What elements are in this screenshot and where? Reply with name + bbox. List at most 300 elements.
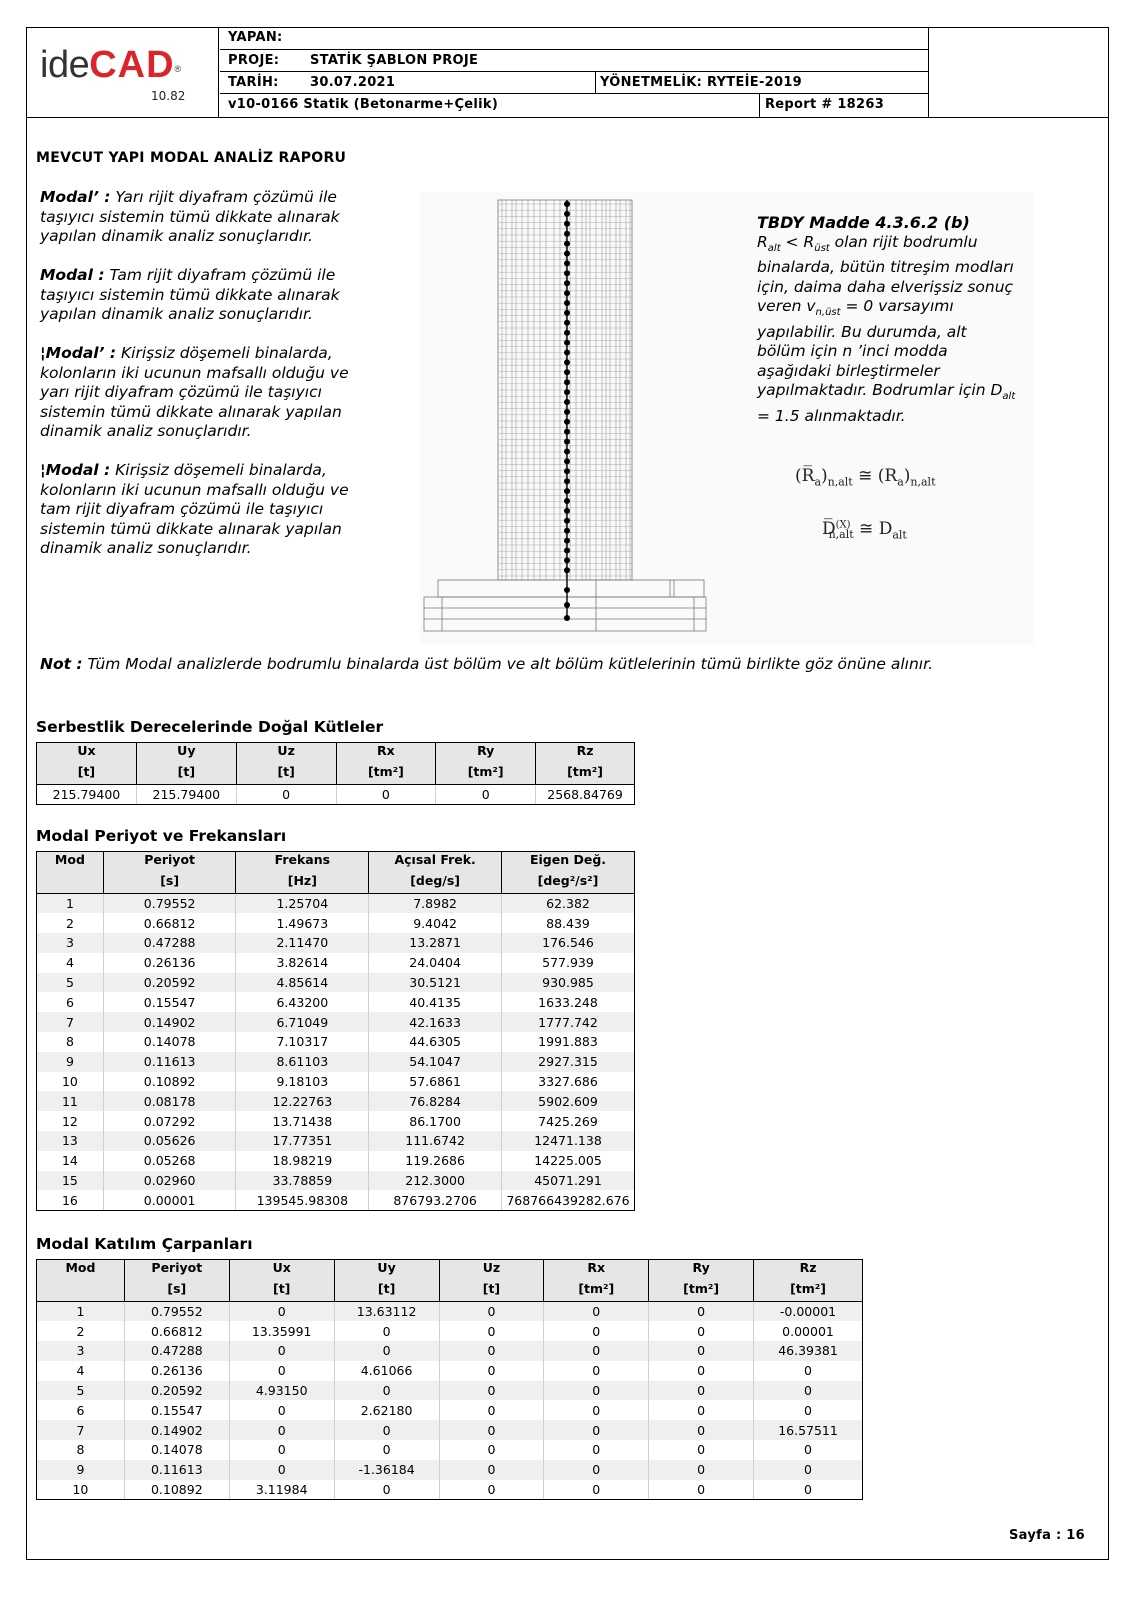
clause-text: = 1.5 alınmaktadır. xyxy=(757,406,906,425)
table-cell: 3 xyxy=(37,933,104,953)
table-row xyxy=(37,1381,863,1401)
floor-mass-point xyxy=(564,567,570,573)
column-header: Ry xyxy=(436,743,536,764)
participation-title: Modal Katılım Çarpanları xyxy=(36,1235,253,1253)
table-cell: 0.15547 xyxy=(124,1400,229,1420)
table-row xyxy=(37,1480,863,1500)
table-cell: 13 xyxy=(37,1131,104,1151)
floor-mass-point xyxy=(564,379,570,385)
table-cell: 33.78859 xyxy=(236,1171,369,1191)
table-row xyxy=(37,1052,635,1072)
table-cell: 0.05268 xyxy=(103,1151,236,1171)
table-row xyxy=(37,933,635,953)
table-cell: 0 xyxy=(649,1341,754,1361)
floor-mass-point xyxy=(564,458,570,464)
column-header: Rx xyxy=(336,743,436,764)
table-cell: 0 xyxy=(544,1460,649,1480)
table-cell: 0.15547 xyxy=(103,992,236,1012)
column-header: Rz xyxy=(754,1260,863,1281)
table-row xyxy=(37,894,635,914)
logo-cad-text: CAD xyxy=(89,44,175,86)
table-cell: 0 xyxy=(229,1440,334,1460)
floor-mass-point xyxy=(564,439,570,445)
table-cell: 0 xyxy=(334,1440,439,1460)
table-cell: 0 xyxy=(754,1361,863,1381)
logo-cell xyxy=(26,27,219,117)
table-cell: 0.47288 xyxy=(103,933,236,953)
table-cell: 0 xyxy=(439,1460,544,1480)
column-unit: [tm²] xyxy=(649,1281,754,1302)
table-cell: 14 xyxy=(37,1151,104,1171)
table-cell: 0 xyxy=(229,1341,334,1361)
table-row xyxy=(37,1131,635,1151)
table-cell: 0.14902 xyxy=(124,1420,229,1440)
table-cell: 0 xyxy=(436,785,536,805)
table-cell: 5902.609 xyxy=(502,1091,635,1111)
floor-mass-point xyxy=(564,548,570,554)
table-row xyxy=(37,1460,863,1480)
table-cell: 88.439 xyxy=(502,913,635,933)
floor-mass-point xyxy=(564,330,570,336)
table-cell: 15 xyxy=(37,1171,104,1191)
table-cell: 0 xyxy=(544,1440,649,1460)
tarih-value: 30.07.2021 xyxy=(310,75,396,90)
floor-mass-point xyxy=(564,251,570,257)
table-cell: 4 xyxy=(37,953,104,973)
formula-part: D̅ xyxy=(822,519,836,539)
symbol-r: R xyxy=(803,232,815,251)
column-header: Uz xyxy=(439,1260,544,1281)
tarih-row xyxy=(220,72,928,94)
subscript: üst xyxy=(814,242,830,254)
table-cell: 0.00001 xyxy=(103,1190,236,1210)
table-cell: 0 xyxy=(544,1381,649,1401)
note-text: Tam rijit diyafram çözümü ile taşıyıcı sistemin tümü dikkate alınarak yapılan dinamik analiz sonuçlarıdır. xyxy=(40,266,340,323)
formula-sub: n,alt xyxy=(910,475,936,489)
column-unit: [tm²] xyxy=(336,764,436,785)
basement-outline xyxy=(424,597,706,631)
table-row xyxy=(37,785,635,805)
note-label: Not : xyxy=(40,655,83,673)
table-cell: 0 xyxy=(439,1420,544,1440)
yonetmelik-value: YÖNETMELİK: RYTEİE-2019 xyxy=(600,75,803,90)
note-label: Modal : xyxy=(40,266,105,284)
column-header: Mod xyxy=(37,852,104,873)
column-unit: [deg/s] xyxy=(369,873,502,894)
periods-title: Modal Periyot ve Frekansları xyxy=(36,827,287,845)
table-cell: 13.63112 xyxy=(334,1302,439,1322)
floor-mass-point xyxy=(564,518,570,524)
general-note xyxy=(40,655,933,673)
table-cell: 0 xyxy=(544,1400,649,1420)
table-row xyxy=(37,1151,635,1171)
column-unit: [t] xyxy=(37,764,137,785)
column-unit: [t] xyxy=(229,1281,334,1302)
table-cell: 0 xyxy=(334,1420,439,1440)
header-info xyxy=(220,27,928,117)
table-cell: 876793.2706 xyxy=(369,1190,502,1210)
table-row xyxy=(37,1341,863,1361)
unit-row xyxy=(37,1281,863,1302)
registered-mark: ® xyxy=(174,64,181,74)
table-cell: 2927.315 xyxy=(502,1052,635,1072)
floor-mass-point xyxy=(564,488,570,494)
floor-mass-point xyxy=(564,399,570,405)
idecad-logo xyxy=(40,45,181,85)
table-cell: 0 xyxy=(544,1420,649,1440)
column-header: Ry xyxy=(649,1260,754,1281)
divider xyxy=(759,94,760,117)
column-unit xyxy=(37,1281,125,1302)
yapan-row xyxy=(220,27,928,50)
floor-mass-point xyxy=(564,350,570,356)
table-cell: 2.62180 xyxy=(334,1400,439,1420)
formula-part: ) xyxy=(903,466,911,486)
note-flat-modal xyxy=(40,461,370,559)
table-cell: 0 xyxy=(334,1321,439,1341)
formula-part: ) xyxy=(821,466,828,486)
table-row xyxy=(37,992,635,1012)
formula-part: ≅ (R xyxy=(852,466,898,486)
table-cell: -0.00001 xyxy=(754,1302,863,1322)
table-row xyxy=(37,1111,635,1131)
table-cell: 6 xyxy=(37,1400,125,1420)
table-cell: 9 xyxy=(37,1460,125,1480)
masses-table xyxy=(36,742,635,805)
note-flat-modal-prime xyxy=(40,344,370,442)
table-cell: 10 xyxy=(37,1480,125,1500)
table-row xyxy=(37,973,635,993)
table-cell: 12.22763 xyxy=(236,1091,369,1111)
floor-mass-point xyxy=(564,270,570,276)
table-cell: 0.02960 xyxy=(103,1171,236,1191)
table-row xyxy=(37,953,635,973)
table-row xyxy=(37,1091,635,1111)
table-cell: 0 xyxy=(544,1321,649,1341)
ground-floor-outline xyxy=(438,580,704,597)
column-unit: [deg²/s²] xyxy=(502,873,635,894)
column-unit: [t] xyxy=(334,1281,439,1302)
table-cell: 0.66812 xyxy=(124,1321,229,1341)
table-cell: 10 xyxy=(37,1072,104,1092)
table-cell: 0 xyxy=(439,1440,544,1460)
table-cell: 0 xyxy=(649,1321,754,1341)
table-cell: 0 xyxy=(649,1440,754,1460)
table-cell: 0.14902 xyxy=(103,1012,236,1032)
table-row xyxy=(37,1190,635,1210)
table-cell: 119.2686 xyxy=(369,1151,502,1171)
software-row xyxy=(220,94,928,117)
table-cell: 0 xyxy=(336,785,436,805)
table-row xyxy=(37,1302,863,1322)
table-cell: 4.61066 xyxy=(334,1361,439,1381)
floor-mass-point xyxy=(564,419,570,425)
table-cell: 6 xyxy=(37,992,104,1012)
table-cell: 0 xyxy=(649,1302,754,1322)
table-cell: 4.93150 xyxy=(229,1381,334,1401)
logo-ide-text: ide xyxy=(40,44,90,86)
tbdy-clause xyxy=(757,213,1017,426)
table-cell: 0 xyxy=(229,1460,334,1480)
table-cell: 0.26136 xyxy=(103,953,236,973)
table-row xyxy=(37,1321,863,1341)
table-cell: 0 xyxy=(439,1321,544,1341)
table-cell: 0 xyxy=(754,1400,863,1420)
divider xyxy=(595,72,596,93)
note-text: Tüm Modal analizlerde bodrumlu binalarda üst bölüm ve alt bölüm kütlelerinin tümü birlikte göz önüne alınır. xyxy=(82,655,933,673)
table-cell: 0 xyxy=(439,1361,544,1381)
floor-mass-point xyxy=(564,498,570,504)
table-cell: 215.79400 xyxy=(136,785,236,805)
table-cell: 0.79552 xyxy=(124,1302,229,1322)
floor-mass-point xyxy=(564,557,570,563)
table-cell: 768766439282.676 xyxy=(502,1190,635,1210)
table-cell: 5 xyxy=(37,973,104,993)
floor-mass-point xyxy=(564,359,570,365)
table-cell: 0 xyxy=(439,1341,544,1361)
column-unit: [t] xyxy=(439,1281,544,1302)
header-right-cell xyxy=(928,27,1109,117)
table-row xyxy=(37,1171,635,1191)
page-title: MEVCUT YAPI MODAL ANALİZ RAPORU xyxy=(36,150,347,166)
table-cell: 42.1633 xyxy=(369,1012,502,1032)
table-cell: 30.5121 xyxy=(369,973,502,993)
note-text: Yarı rijit diyafram çözümü ile taşıyıcı sistemin tümü dikkate alınarak yapılan dinamik analiz sonuçlarıdır. xyxy=(40,188,340,245)
table-cell: 13.71438 xyxy=(236,1111,369,1131)
table-cell: 0.00001 xyxy=(754,1321,863,1341)
yapan-label: YAPAN: xyxy=(228,30,283,45)
header-row xyxy=(37,1260,863,1281)
formula-sub: a xyxy=(814,475,821,489)
table-row xyxy=(37,1032,635,1052)
column-unit: [s] xyxy=(124,1281,229,1302)
table-cell: 0 xyxy=(649,1460,754,1480)
floor-mass-point xyxy=(564,221,570,227)
subscript: n,üst xyxy=(815,307,841,319)
unit-row xyxy=(37,764,635,785)
formula-sub: a xyxy=(897,475,904,489)
table-cell: 44.6305 xyxy=(369,1032,502,1052)
floor-mass-point xyxy=(564,508,570,514)
table-cell: 4.85614 xyxy=(236,973,369,993)
table-cell: -1.36184 xyxy=(334,1460,439,1480)
table-cell: 0 xyxy=(544,1302,649,1322)
symbol-r: R xyxy=(757,232,768,251)
table-cell: 0 xyxy=(229,1361,334,1381)
table-cell: 57.6861 xyxy=(369,1072,502,1092)
floor-mass-point xyxy=(564,320,570,326)
column-header: Periyot xyxy=(124,1260,229,1281)
report-number: Report # 18263 xyxy=(765,97,885,112)
table-cell: 4 xyxy=(37,1361,125,1381)
floor-mass-point xyxy=(564,409,570,415)
table-cell: 11 xyxy=(37,1091,104,1111)
table-cell: 0 xyxy=(754,1480,863,1500)
floor-mass-point xyxy=(564,310,570,316)
table-cell: 2568.84769 xyxy=(536,785,635,805)
column-unit: [tm²] xyxy=(436,764,536,785)
floor-mass-point xyxy=(564,280,570,286)
table-cell: 0.47288 xyxy=(124,1341,229,1361)
column-unit: [t] xyxy=(236,764,336,785)
masses-title: Serbestlik Derecelerinde Doğal Kütleler xyxy=(36,718,384,736)
table-cell: 7 xyxy=(37,1012,104,1032)
column-unit: [tm²] xyxy=(754,1281,863,1302)
table-cell: 24.0404 xyxy=(369,953,502,973)
table-row xyxy=(37,1012,635,1032)
page-number: Sayfa : 16 xyxy=(1009,1528,1085,1543)
table-cell: 5 xyxy=(37,1381,125,1401)
table-cell: 7 xyxy=(37,1420,125,1440)
table-cell: 9.4042 xyxy=(369,913,502,933)
table-cell: 86.1700 xyxy=(369,1111,502,1131)
formula-sub: n,alt xyxy=(828,528,854,542)
table-cell: 0 xyxy=(334,1341,439,1361)
tbdy-heading: TBDY Madde 4.3.6.2 (b) xyxy=(757,213,970,232)
table-cell: 111.6742 xyxy=(369,1131,502,1151)
table-cell: 1 xyxy=(37,1302,125,1322)
modal-notes xyxy=(40,188,370,578)
table-cell: 0.20592 xyxy=(124,1381,229,1401)
column-unit: [tm²] xyxy=(536,764,635,785)
table-row xyxy=(37,913,635,933)
proje-label: PROJE: xyxy=(228,53,280,68)
table-cell: 12 xyxy=(37,1111,104,1131)
note-text: Kirişsiz döşemeli binalarda, kolonların iki ucunun mafsallı olduğu ve tam rijit diyafram çözümü ile taşıyıcı sistemin tümü dikkate alınarak yapılan dinamik analiz sonuçlarıdır. xyxy=(40,461,349,557)
floor-mass-point xyxy=(564,468,570,474)
formula-part: ≅ D xyxy=(853,519,893,539)
table-cell: 7.8982 xyxy=(369,894,502,914)
table-cell: 7425.269 xyxy=(502,1111,635,1131)
column-header: Rz xyxy=(536,743,635,764)
table-cell: 0 xyxy=(649,1361,754,1381)
software-version: v10-0166 Statik (Betonarme+Çelik) xyxy=(228,97,499,112)
table-cell: 1633.248 xyxy=(502,992,635,1012)
table-cell: 13.2871 xyxy=(369,933,502,953)
table-cell: 0 xyxy=(229,1302,334,1322)
formula-sup: (X) xyxy=(835,519,851,531)
table-cell: 0 xyxy=(544,1480,649,1500)
note-text: Kirişsiz döşemeli binalarda, kolonların iki ucunun mafsallı olduğu ve yarı rijit diyafram çözümü ile taşıyıcı sistemin tümü dikkate alınarak yapılan dinamik analiz sonuçlarıdır. xyxy=(40,344,349,440)
floor-mass-point xyxy=(564,340,570,346)
formula-sub: n,alt xyxy=(827,475,853,489)
table-cell: 139545.98308 xyxy=(236,1190,369,1210)
table-cell: 40.4135 xyxy=(369,992,502,1012)
column-header: Ux xyxy=(37,743,137,764)
periods-table xyxy=(36,851,635,1211)
basement-mass-point xyxy=(564,615,570,621)
floor-mass-point xyxy=(564,369,570,375)
floor-mass-point xyxy=(564,538,570,544)
floor-mass-point xyxy=(564,300,570,306)
table-cell: 12471.138 xyxy=(502,1131,635,1151)
table-cell: 1.49673 xyxy=(236,913,369,933)
table-cell: 3.11984 xyxy=(229,1480,334,1500)
table-row xyxy=(37,1361,863,1381)
table-cell: 2 xyxy=(37,1321,125,1341)
note-label: ¦Modal’ : xyxy=(40,344,117,362)
table-cell: 0.10892 xyxy=(124,1480,229,1500)
table-cell: 0.08178 xyxy=(103,1091,236,1111)
formula-sub: alt xyxy=(892,528,907,542)
table-cell: 2.11470 xyxy=(236,933,369,953)
table-cell: 54.1047 xyxy=(369,1052,502,1072)
table-cell: 176.546 xyxy=(502,933,635,953)
table-cell: 16 xyxy=(37,1190,104,1210)
proje-value: STATİK ŞABLON PROJE xyxy=(310,53,479,68)
floor-mass-point xyxy=(564,528,570,534)
table-cell: 2 xyxy=(37,913,104,933)
note-label: Modal’ : xyxy=(40,188,111,206)
table-cell: 0 xyxy=(229,1420,334,1440)
table-cell: 0.07292 xyxy=(103,1111,236,1131)
floor-mass-point xyxy=(564,449,570,455)
table-cell: 215.79400 xyxy=(37,785,137,805)
table-row xyxy=(37,1400,863,1420)
proje-row xyxy=(220,50,928,72)
basement-mass-point xyxy=(564,602,570,608)
column-header: Mod xyxy=(37,1260,125,1281)
table-cell: 18.98219 xyxy=(236,1151,369,1171)
table-cell: 8.61103 xyxy=(236,1052,369,1072)
subscript: alt xyxy=(767,242,781,254)
floor-mass-point xyxy=(564,429,570,435)
logo-version: 10.82 xyxy=(151,89,186,103)
column-header: Rx xyxy=(544,1260,649,1281)
table-cell: 62.382 xyxy=(502,894,635,914)
formula-dalt xyxy=(822,519,907,541)
column-header: Uz xyxy=(236,743,336,764)
table-row xyxy=(37,1420,863,1440)
operator: < xyxy=(780,232,804,251)
note-modal xyxy=(40,266,370,325)
table-row xyxy=(37,1440,863,1460)
note-label: ¦Modal : xyxy=(40,461,111,479)
table-cell: 17.77351 xyxy=(236,1131,369,1151)
column-header: Uy xyxy=(136,743,236,764)
floor-mass-point xyxy=(564,260,570,266)
table-cell: 0 xyxy=(649,1420,754,1440)
floor-mass-point xyxy=(564,231,570,237)
table-cell: 0.26136 xyxy=(124,1361,229,1381)
column-header: Açısal Frek. xyxy=(369,852,502,873)
column-header: Frekans xyxy=(236,852,369,873)
table-cell: 0.11613 xyxy=(103,1052,236,1072)
table-cell: 46.39381 xyxy=(754,1341,863,1361)
table-cell: 76.8284 xyxy=(369,1091,502,1111)
basement-mass-point xyxy=(564,587,570,593)
table-cell: 0.79552 xyxy=(103,894,236,914)
table-cell: 0 xyxy=(754,1460,863,1480)
table-cell: 1777.742 xyxy=(502,1012,635,1032)
clause-text: = 0 varsayımı yapılabilir. Bu durumda, alt bölüm için n ’inci modda aşağıdaki birleştirmeler yapılmaktadır. Bodrumlar için D xyxy=(757,297,1003,400)
table-cell: 13.35991 xyxy=(229,1321,334,1341)
table-cell: 8 xyxy=(37,1032,104,1052)
table-cell: 577.939 xyxy=(502,953,635,973)
table-cell: 0 xyxy=(754,1381,863,1401)
table-cell: 1991.883 xyxy=(502,1032,635,1052)
participation-table xyxy=(36,1259,863,1500)
table-cell: 0 xyxy=(439,1400,544,1420)
table-cell: 1.25704 xyxy=(236,894,369,914)
clause-text: olan rijit bodrumlu binalarda, bütün titreşim modları için, daima daha elverişsiz sonuç veren v xyxy=(757,232,1014,316)
table-cell: 0.10892 xyxy=(103,1072,236,1092)
table-cell: 0.14078 xyxy=(103,1032,236,1052)
table-cell: 0 xyxy=(334,1381,439,1401)
table-cell: 0 xyxy=(439,1302,544,1322)
column-unit: [Hz] xyxy=(236,873,369,894)
table-cell: 0 xyxy=(439,1480,544,1500)
